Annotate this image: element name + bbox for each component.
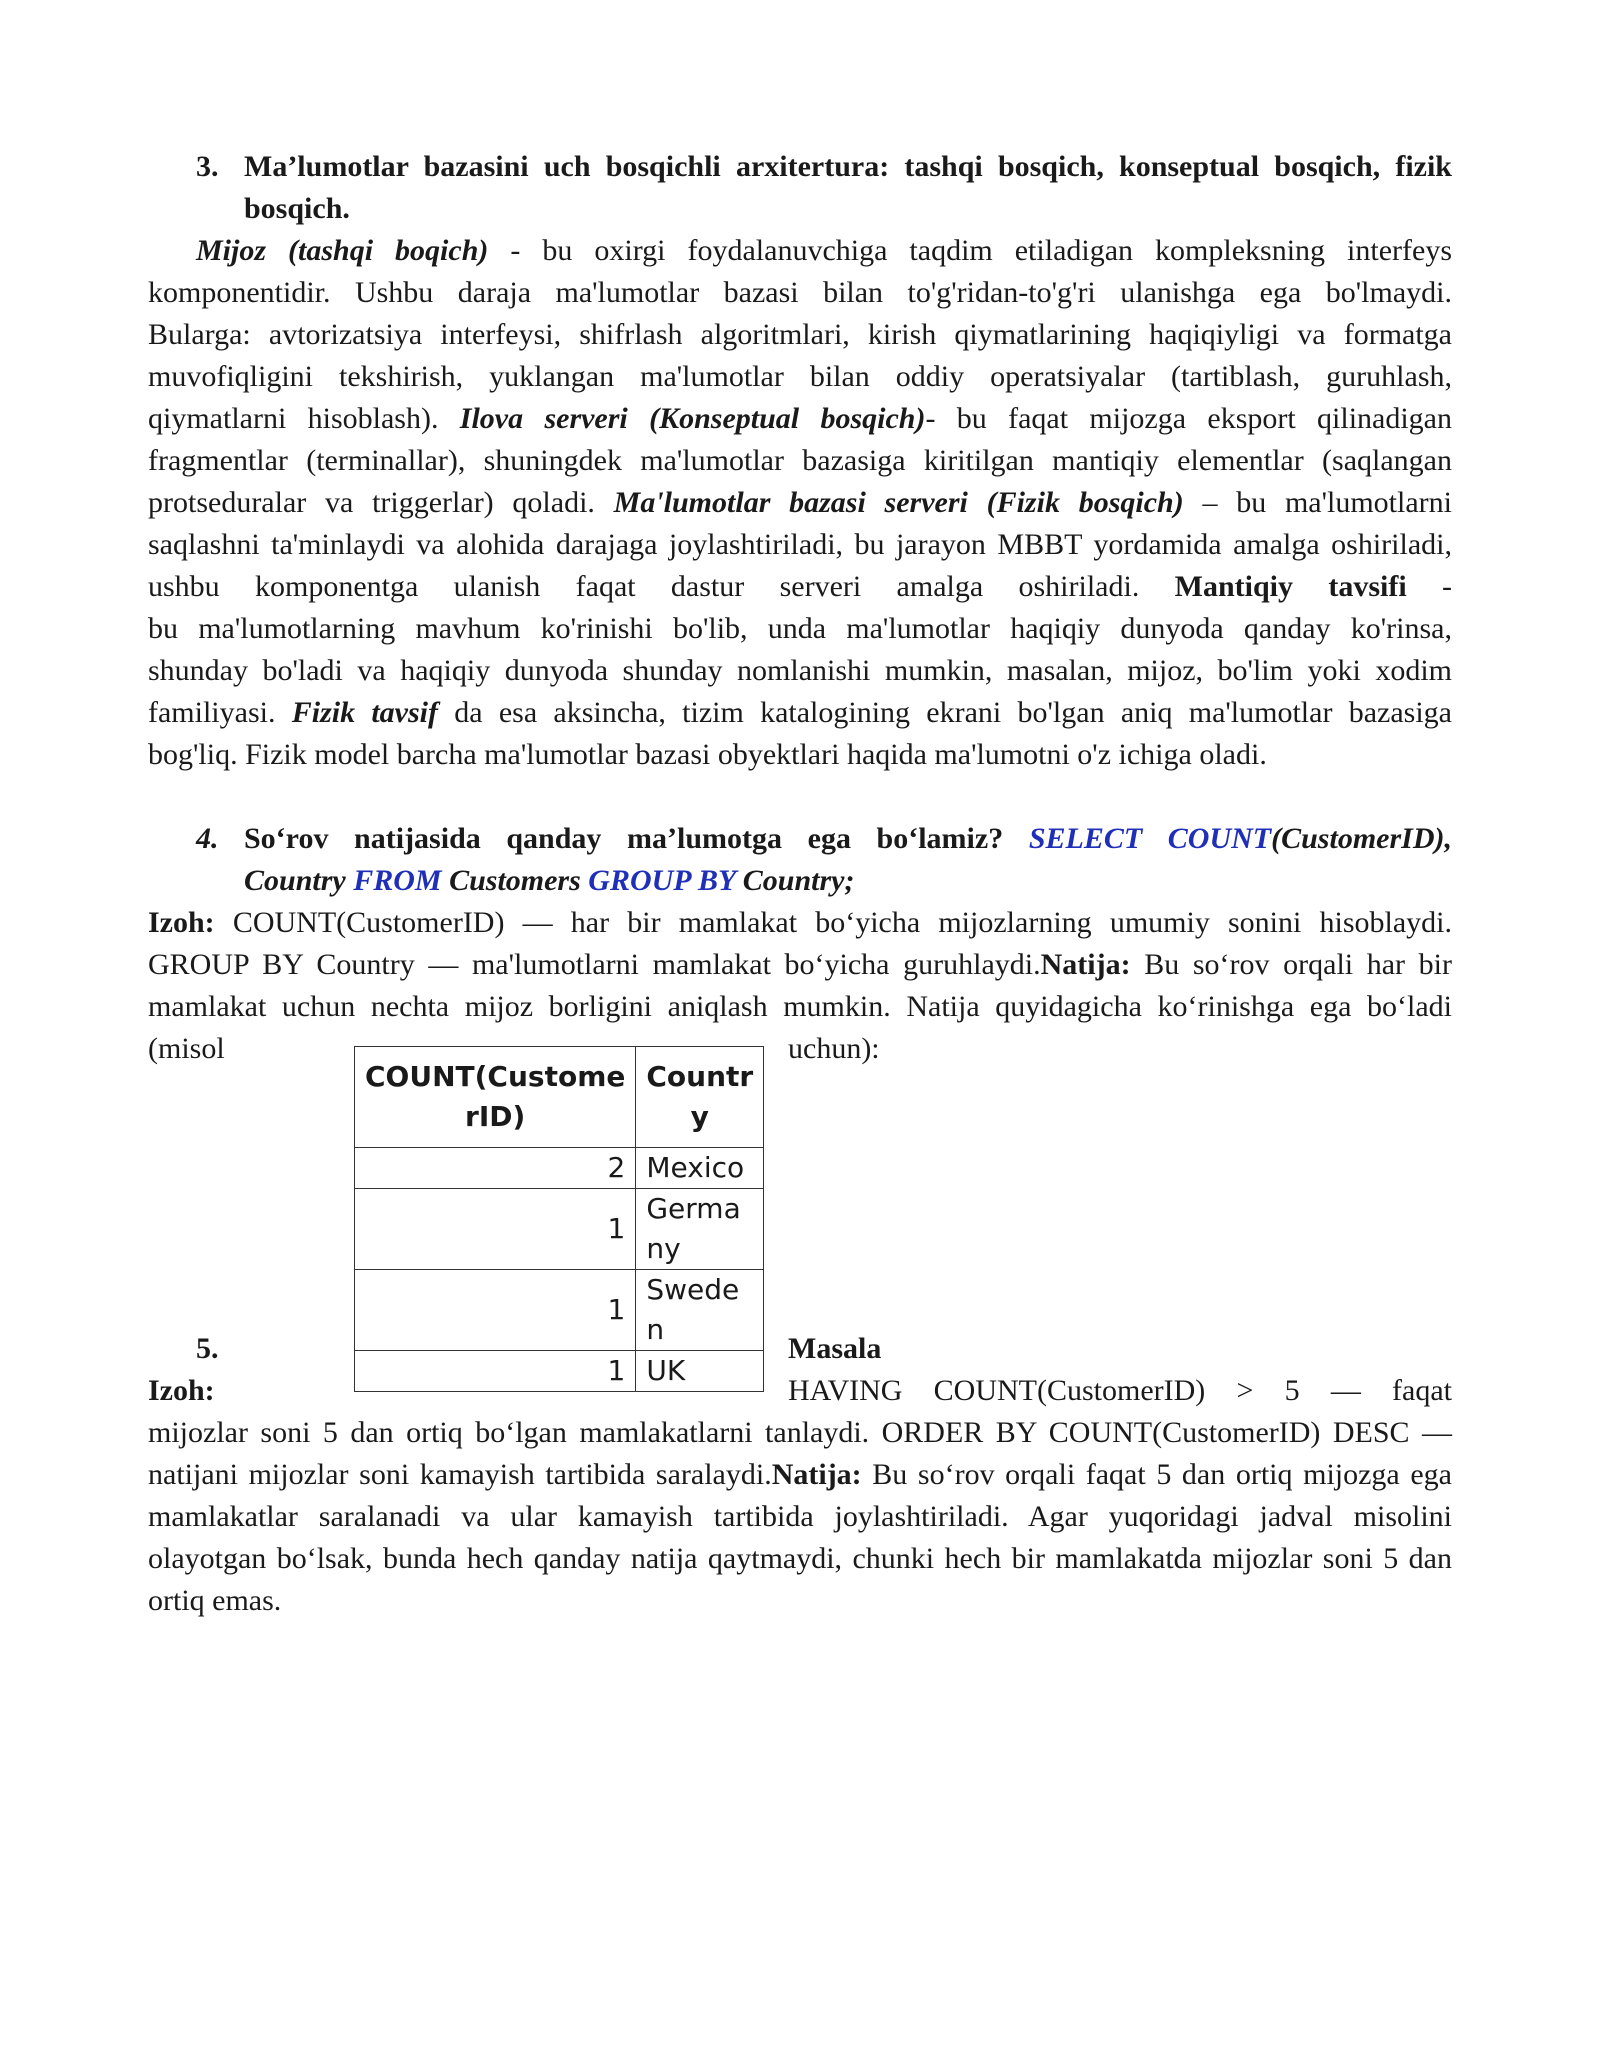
text: familiyasi. [148, 696, 292, 729]
text: ushbu komponentga ulanish faqat dastur serveri amalga oshiriladi. [148, 570, 1175, 603]
sql-text: Country; [735, 864, 855, 897]
section4-question [196, 818, 1452, 860]
text: Bu so‘rov orqali har bir [1130, 948, 1452, 981]
sql-text: Country [244, 864, 354, 897]
table-cell: UK [636, 1351, 764, 1392]
heading-text: Ma’lumotlar bazasini uch bosqichli arxitertura: tashqi bosqich, konseptual bosqich, fizik [244, 150, 1452, 183]
label: Natija: [771, 1458, 862, 1491]
section4-question-cont [244, 860, 1452, 902]
paragraph-line: mamlakat uchun nechta mijoz borligini aniqlash mumkin. Natija quyidagicha ko‘rinishga ega bo‘ladi [148, 990, 1452, 1023]
paragraph-line [148, 902, 1452, 944]
term: Mantiqiy tavsifi [1174, 570, 1407, 603]
term: Ma'lumotlar bazasi serveri (Fizik bosqich) [613, 486, 1184, 519]
text-fragment: uchun): [788, 1032, 880, 1065]
label: Izoh: [148, 1374, 215, 1407]
text: natijani mijozlar soni kamayish tartibida saralaydi. [148, 1458, 772, 1491]
table-row [355, 1270, 764, 1351]
text: Bu so‘rov orqali faqat 5 dan ortiq mijozga ega [861, 1458, 1452, 1491]
sql-text: (CustomerID), [1271, 822, 1452, 855]
term: Ilova serveri (Konseptual bosqich) [459, 402, 926, 435]
table-cell: 1 [355, 1351, 636, 1392]
label: Izoh: [148, 906, 215, 939]
paragraph-line: fragmentlar (terminallar), shuningdek ma'lumotlar bazasiga kiritilgan mantiqiy elementlar (saqlangan [148, 444, 1452, 477]
sql-keyword: SELECT COUNT [1028, 822, 1272, 855]
paragraph-line [148, 944, 1452, 986]
paragraph-line [196, 230, 1452, 272]
text: da esa aksincha, tizim katalogining ekrani bo'lgan aniq ma'lumotlar bazasiga [438, 696, 1452, 729]
column-header: COUNT(Custome rID) [355, 1047, 636, 1148]
paragraph-line: mijozlar soni 5 dan ortiq bo‘lgan mamlakatlarni tanlaydi. ORDER BY COUNT(CustomerID) DESC — [148, 1416, 1452, 1449]
paragraph-line: olayotgan bo‘lsak, bunda hech qanday natija qaytmaydi, chunki hech bir mamlakatda mijozlar soni 5 dan [148, 1542, 1452, 1575]
paragraph-line: saqlashni ta'minlaydi va alohida darajaga joylashtiriladi, bu jarayon MBBT yordamida amalga oshiriladi, [148, 528, 1452, 561]
text: COUNT(CustomerID) — har bir mamlakat bo‘yicha mijozlarning umumiy sonini hisoblaydi. [214, 906, 1452, 939]
paragraph-line: muvofiqligini tekshirish, yuklangan ma'lumotlar bilan oddiy operatsiyalar (tartiblash, guruhlash, [148, 360, 1452, 393]
section3-heading [196, 146, 1452, 188]
table-cell: Germa ny [636, 1189, 764, 1270]
text: qiymatlarni hisoblash). [148, 402, 460, 435]
text-fragment: (misol [148, 1032, 225, 1065]
text: GROUP BY Country — ma'lumotlarni mamlakat bo‘yicha guruhlaydi. [148, 948, 1041, 981]
table-row [355, 1351, 764, 1392]
paragraph-line: HAVING COUNT(CustomerID) > 5 — faqat [788, 1374, 1452, 1407]
paragraph-line: Bularga: avtorizatsiya interfeysi, shifrlash algoritmlari, kirish qiymatlarining haqiqiyligi va formatga [148, 318, 1452, 351]
table-header-row [355, 1047, 764, 1148]
question-text: So‘rov natijasida qanday ma’lumotga ega bo‘lamiz? [244, 822, 1029, 855]
table-cell: Swede n [636, 1270, 764, 1351]
section-number: 4. [196, 822, 219, 855]
term: Fizik tavsif [291, 696, 439, 729]
paragraph-line: ortiq emas. [148, 1584, 282, 1617]
paragraph-line [148, 482, 1452, 524]
section-number: 5. [196, 1332, 219, 1365]
paragraph-line [148, 692, 1452, 734]
result-table [354, 1046, 764, 1392]
text: - bu oxirgi foydalanuvchiga taqdim etiladigan kompleksning interfeys [488, 234, 1452, 267]
paragraph-line: bog'liq. Fizik model barcha ma'lumotlar bazasi obyektlari haqida ma'lumotni o'z ichiga oladi. [148, 738, 1267, 771]
paragraph-line: shunday bo'ladi va haqiqiy dunyoda shunday nomlanishi mumkin, masalan, mijoz, bo'lim yoki xodim [148, 654, 1452, 687]
table-cell: 2 [355, 1148, 636, 1189]
table-row [355, 1148, 764, 1189]
text: – bu ma'lumotlarni [1183, 486, 1452, 519]
column-header: Countr y [636, 1047, 764, 1148]
paragraph-line [148, 1454, 1452, 1496]
paragraph-line: mamlakatlar saralanadi va ular kamayish tartibida joylashtiriladi. Agar yuqoridagi jadval misolini [148, 1500, 1452, 1533]
paragraph-line: komponentidir. Ushbu daraja ma'lumotlar bazasi bilan to'g'ridan-to'g'ri ulanishga ega bo'lmaydi. [148, 276, 1452, 309]
section-number: 3. [196, 150, 219, 183]
text: protseduralar va triggerlar) qoladi. [148, 486, 614, 519]
sql-keyword: FROM [353, 864, 442, 897]
table-cell: 1 [355, 1270, 636, 1351]
table-row [355, 1189, 764, 1270]
sql-keyword: GROUP BY [588, 864, 736, 897]
paragraph-line [148, 566, 1452, 608]
table-cell: 1 [355, 1189, 636, 1270]
sql-text: Customers [441, 864, 589, 897]
table-cell: Mexico [636, 1148, 764, 1189]
term: Mijoz (tashqi boqich) [196, 234, 489, 267]
section3-heading-cont: bosqich. [244, 192, 350, 225]
paragraph-line: bu ma'lumotlarning mavhum ko'rinishi bo'lib, unda ma'lumotlar haqiqiy dunyoda qanday ko'rinsa, [148, 612, 1452, 645]
paragraph-line [148, 398, 1452, 440]
text: - bu faqat mijozga eksport qilinadigan [925, 402, 1453, 435]
text: - [1406, 570, 1452, 603]
section5-title: Masala [788, 1332, 882, 1365]
label: Natija: [1040, 948, 1131, 981]
